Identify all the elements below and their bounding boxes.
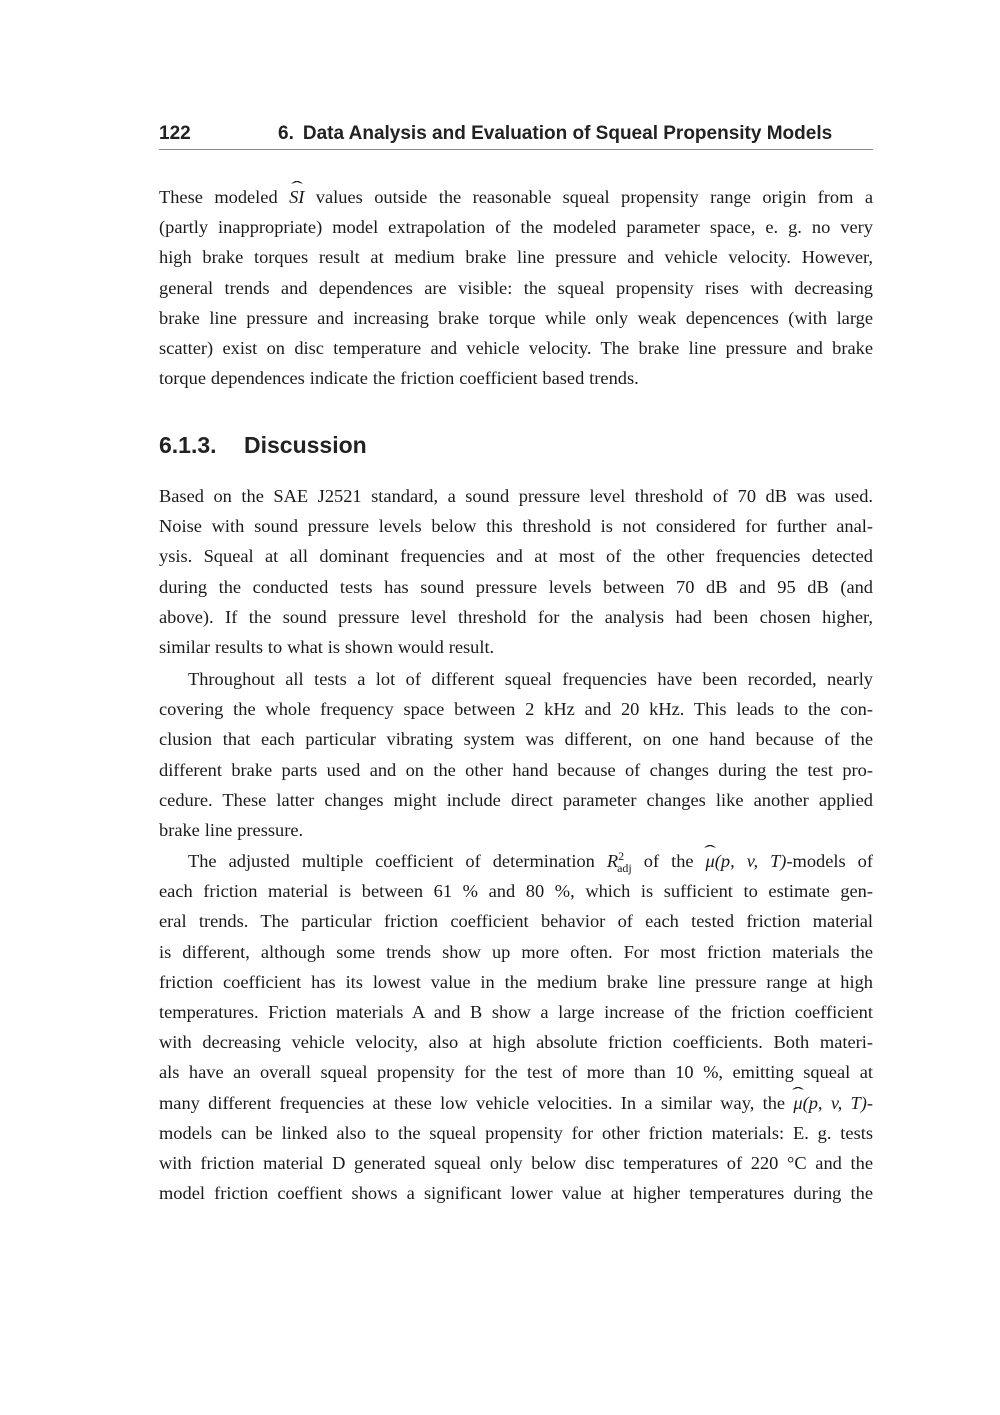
section-number: 6.1.3. — [159, 432, 217, 458]
text-line: brake line pressure. — [159, 819, 304, 840]
text-line: brake line pressure and increasing brake torque while only weak depencences (with large — [159, 307, 873, 328]
text-line: ysis. Squeal at all dominant frequencies and at most of the other frequencies detected — [159, 546, 873, 567]
text-line: model friction coeffient shows a significant lower value at higher temperatures during the — [159, 1183, 873, 1204]
paragraph-1 — [159, 182, 873, 393]
chapter-heading — [278, 123, 832, 145]
r-adj-squared-symbol: $R^2_{adj}$ — [606, 848, 632, 875]
paragraph-4 — [159, 846, 873, 1208]
text-line: These modeled ˆ SI values outside the reasonable squeal propensity range origin from a — [159, 182, 873, 212]
text-line: The adjusted multiple coefficient of determination $R^2_{adj}$ of the ˆ μ(p, v, T)-models of — [159, 846, 873, 876]
mu-hat-symbol: ˆ μ(p, v, T) — [793, 1093, 867, 1113]
section-heading — [159, 432, 367, 459]
text-line: high brake torques result at medium brake line pressure and vehicle velocity. However, — [159, 247, 873, 268]
text-line: cedure. These latter changes might include direct parameter changes like another applied — [159, 789, 873, 810]
text-line: each friction material is between 61 % and 80 %, which is sufficient to estimate gen- — [159, 881, 873, 902]
si-hat-symbol: ˆ SI — [289, 182, 304, 212]
text-line: with friction material D generated squeal only below disc temperatures of 220 °C and the — [159, 1152, 873, 1173]
text-line: is different, although some trends show up more often. For most friction materials the — [159, 941, 873, 962]
text-line: during the conducted tests has sound pressure levels between 70 dB and 95 dB (and — [159, 576, 873, 597]
text-line: covering the whole frequency space between 2 kHz and 20 kHz. This leads to the con- — [159, 699, 873, 720]
text-line: similar results to what is shown would result. — [159, 636, 495, 657]
text-line: above). If the sound pressure level threshold for the analysis had been chosen higher, — [159, 606, 873, 627]
text-line: temperatures. Friction materials A and B show a large increase of the friction coefficient — [159, 1001, 873, 1022]
text-line: Throughout all tests a lot of different squeal frequencies have been recorded, nearly — [188, 669, 873, 689]
chapter-number: 6. — [278, 123, 294, 144]
text-line: torque dependences indicate the friction coefficient based trends. — [159, 368, 639, 389]
text-line: clusion that each particular vibrating system was different, on one hand because of the — [159, 729, 873, 750]
text-line: friction coefficient has its lowest value in the medium brake line pressure range at high — [159, 971, 873, 992]
running-header — [159, 120, 873, 150]
paragraph-3 — [159, 664, 873, 845]
mu-hat-symbol: ˆ μ(p, v, T) — [706, 851, 787, 871]
text-line: Based on the SAE J2521 standard, a sound pressure level threshold of 70 dB was used. — [159, 486, 873, 506]
chapter-title: Data Analysis and Evaluation of Squeal Propensity Models — [302, 123, 833, 144]
text-line: scatter) exist on disc temperature and vehicle velocity. The brake line pressure and brake — [159, 337, 873, 358]
text-line: Noise with sound pressure levels below this threshold is not considered for further anal- — [159, 516, 873, 537]
text-line: eral trends. The particular friction coefficient behavior of each tested friction material — [159, 911, 873, 932]
text-line: models can be linked also to the squeal propensity for other friction materials: E. g. tests — [159, 1122, 873, 1143]
text-line: different brake parts used and on the other hand because of changes during the test pro- — [159, 759, 873, 780]
text-line: als have an overall squeal propensity for the test of more than 10 %, emitting squeal at — [159, 1062, 873, 1083]
text-line: (partly inappropriate) model extrapolation of the modeled parameter space, e. g. no very — [159, 217, 873, 238]
page-number: 122 — [159, 123, 191, 144]
section-title: Discussion — [244, 432, 367, 458]
paragraph-2 — [159, 481, 873, 662]
text-line: many different frequencies at these low vehicle velocities. In a similar way, the ˆ μ(p, v, T)- — [159, 1088, 873, 1118]
text-line: general trends and dependences are visible: the squeal propensity rises with decreasing — [159, 277, 873, 298]
text-line: with decreasing vehicle velocity, also at high absolute friction coefficients. Both materi- — [159, 1032, 873, 1053]
